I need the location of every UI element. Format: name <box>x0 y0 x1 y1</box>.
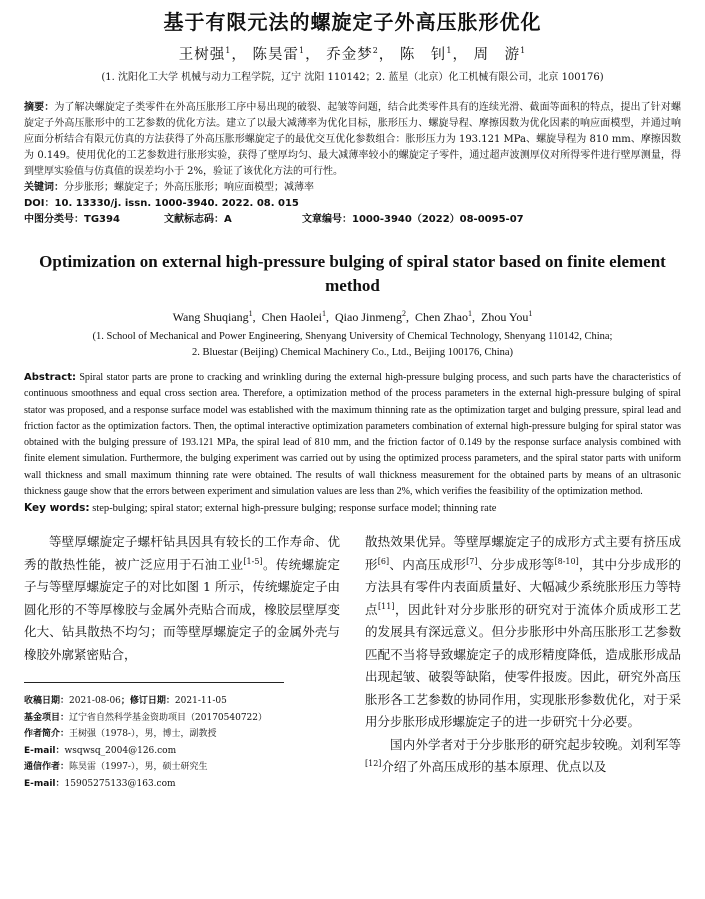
body-columns <box>24 531 681 792</box>
body-paragraph: 散热效果优异。等壁厚螺旋定子的成形方式主要有挤压成形[6]、内高压成形[7]、分步成形等[8-10]，其中分步成形的方法具有零件内表面质量好、大幅减少系统胀形压力等特点[11]，因此针对分步胀形的研究对于流体介质成形工艺的发展具有深远意义。但分步胀形中外高压胀形工艺参数匹配不当将导致螺旋定子的成形精度降低，造成胀形成品出现起皱、破裂等缺陷，使零件报废。因此，研究外高压胀形各工艺参数的协同作用，实现胀形参数优化，对于采用分步胀形成形螺旋定子的进一步研究十分必要。 <box>365 534 681 730</box>
english-keywords <box>24 500 681 517</box>
left-column <box>24 531 340 792</box>
chinese-abstract <box>24 100 681 180</box>
footnote <box>24 682 284 792</box>
author-name: Qiao Jinmeng <box>335 310 402 324</box>
footnote-dates: 收稿日期：2021-08-06；修订日期：2021-11-05 <box>24 696 227 707</box>
english-affiliation-line-2: 2. Bluestar (Beijing) Chemical Machinery Co., Ltd., Beijing 100176, China) <box>191 347 514 358</box>
author-name: 陈 钊 <box>399 47 447 63</box>
footnote-fund: 基金项目：辽宁省自然科学基金资助项目（20170540722） <box>24 712 268 723</box>
right-column <box>365 531 681 792</box>
author-name: Zhou You <box>481 310 529 324</box>
footnote-email: E-mail：wsqwsq_2004@126.com <box>24 745 177 756</box>
author-affiliation-mark: 1 <box>299 46 306 56</box>
keywords-label: 关键词： <box>24 182 64 193</box>
citation-ref: [6] <box>377 556 390 566</box>
abstract-label: 摘要： <box>24 102 55 113</box>
article-no-label: 文章编号： <box>302 214 352 225</box>
author-affiliation-mark: 1 <box>322 309 326 318</box>
chinese-affiliation: (1. 沈阳化工大学 机械与动力工程学院，辽宁 沈阳 110142；2. 蓝星（北京）化工机械有限公司，北京 100176) <box>101 72 604 83</box>
author-name: 王树强 <box>178 47 226 63</box>
citation-ref: [11] <box>378 601 395 611</box>
body-paragraph: 等壁厚螺旋定子螺杆钻具因具有较长的工作寿命、优秀的散热性能，被广泛应用于石油工业[1-5]。传统螺旋定子与等壁厚螺旋定子的对比如图 1 所示，传统螺旋定子由圆化形的不等厚橡胶与金属外壳贴合而成，橡胶层壁厚变化大、钻具散热不均匀；而等壁厚螺旋定子的金属外壳与橡胶外廓紧密贴合， <box>24 534 340 662</box>
keywords-text: 分步胀形；螺旋定子；外高压胀形；响应面模型；减薄率 <box>64 182 314 193</box>
author-affiliation-mark: 1 <box>520 46 527 56</box>
keywords-text: step-bulging; spiral stator; external high-pressure bulging; response surface model; thinning rate <box>92 503 497 515</box>
chinese-authors: 王树强$^1$， 陈昊雷$^1$， 乔金梦$^2$， 陈 钊$^1$， 周 游$^1$ <box>178 46 527 63</box>
english-affiliation-line-1: (1. School of Mechanical and Power Engineering, Shenyang University of Chemical Technology, Shenyang 110142, China; <box>92 331 613 342</box>
author-affiliation-mark: 1 <box>468 309 472 318</box>
abstract-label: Abstract: <box>24 372 77 383</box>
author-affiliation-mark: 1 <box>225 46 232 56</box>
author-affiliation-mark: 2 <box>402 309 406 318</box>
author-name: Chen Haolei <box>261 310 322 324</box>
clc-value: TG394 <box>84 214 120 225</box>
citation-ref: [12] <box>365 759 382 769</box>
chinese-title: 基于有限元法的螺旋定子外高压胀形优化 <box>163 10 542 34</box>
author-name: 陈昊雷 <box>252 47 299 63</box>
chinese-keywords <box>24 180 681 196</box>
author-affiliation-mark: 2 <box>372 46 379 56</box>
body-paragraph: 国内外学者对于分步胀形的研究起步较晚。刘利军等[12]介绍了外高压成形的基本原理、优点以及 <box>365 736 681 775</box>
citation-ref: [7] <box>466 556 478 566</box>
article-no-value: 1000-3940（2022）08-0095-07 <box>352 214 524 225</box>
doc-code-value: A <box>224 214 232 225</box>
keywords-label: Key words: <box>24 502 90 515</box>
classification-line <box>24 212 681 228</box>
citation-ref: [1-5] <box>243 556 263 566</box>
clc-label: 中图分类号： <box>24 214 84 225</box>
footnote-corresponding: 通信作者：陈昊雷（1997-），男，硕士研究生 <box>24 762 208 773</box>
citation-ref: [8-10] <box>554 556 579 566</box>
author-name: Chen Zhao <box>415 310 468 324</box>
author-name: 乔金梦 <box>326 47 373 63</box>
doi-label: DOI： <box>24 198 55 209</box>
footnote-email: E-mail：15905275133@163.com <box>24 778 176 789</box>
abstract-text: Spiral stator parts are prone to cracking and wrinkling during the external high-pressure bulging process, and such parts have the characteristics of continuous smoothness and equal cross section area. Therefore, a optimization method of the process parameters in the external high-pressure bulging of spiral stator was proposed, and a response surface model was established with the maximum thinning rate as the optimization target and bulging pressure, spiral lead and friction factor as the optimization factors. Then, the optimal interactive optimization parameters combination of external high-pressure bulging for spiral stator was obtained with the bulging pressure of 193.121 MPa, the spiral lead of 810 mm, and the friction factor of 0.149 by the response surface analysis combined with finite element simulation. Furthermore, the bulging experiment was carried out by using the optimized process parameters, and the spiral stator parts with uniform wall thickness and small maximum thinning rate were obtained. The results of wall thickness measurement for the obtained parts by means of an ultrasonic thickness gauge show that the errors between experiment and simulation values are less than 2%, which verifies the feasibility of the optimization method. <box>24 372 681 498</box>
author-affiliation-mark: 1 <box>248 309 253 318</box>
author-affiliation-mark: 1 <box>528 309 533 318</box>
author-affiliation-mark: 1 <box>446 46 453 56</box>
doi-line <box>24 196 681 212</box>
footnote-author: 作者简介：王树强（1978-），男，博士，副教授 <box>24 729 217 740</box>
doc-code-label: 文献标志码： <box>164 214 224 225</box>
english-authors: Wang Shuqiang$^1$, Chen Haolei$^1$, Qiao Jinmeng$^2$, Chen Zhao$^1$, Zhou You$^1$ <box>172 309 533 324</box>
doi-value: 10. 13330/j. issn. 1000-3940. 2022. 08. 015 <box>54 198 299 209</box>
english-affiliation <box>24 329 681 361</box>
author-name: Wang Shuqiang <box>172 310 249 324</box>
abstract-text: 为了解决螺旋定子类零件在外高压胀形工序中易出现的破裂、起皱等问题，结合此类零件具有的连续光滑、截面等面积的特点，提出了针对螺旋定子外高压胀形中的工艺参数的优化方法。建立了以最大减薄率为优化目标，胀形压力、螺旋导程、摩擦因数为优化因素的响应面模型，并通过响应面分析结合有限元仿真的方法获得了外高压胀形螺旋定子的最优交互优化参数组合：胀形压力为 193.121 MPa、螺旋导程为 810 mm、摩擦因数为 0.149。使用优化的工艺参数进行胀形实验，获得了壁厚均匀、最大减薄率较小的螺旋定子零件，通过超声波测厚仪对所得零件进行壁厚测量，得到壁厚实验值与仿真值的误差均小于 2%，验证了该优化方法的可行性。 <box>24 102 681 177</box>
english-abstract <box>24 370 681 500</box>
english-title: Optimization on external high-pressure bulging of spiral stator based on finite element method <box>39 252 666 295</box>
author-name: 周 游 <box>473 47 521 63</box>
